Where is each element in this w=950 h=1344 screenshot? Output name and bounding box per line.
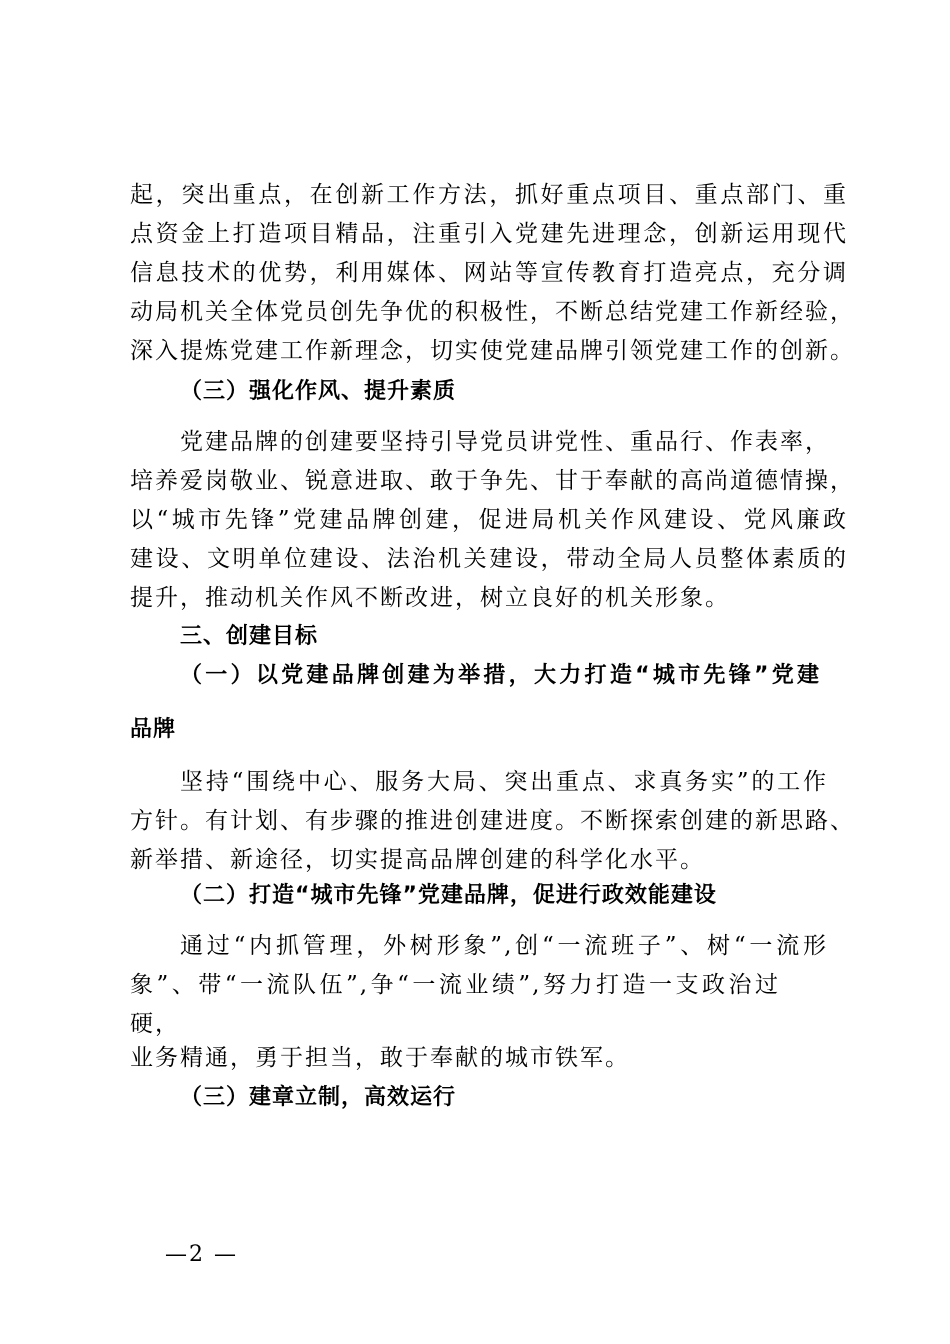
paragraph-line: 方针。有计划、有步骤的推进创建进度。不断探索创建的新思路、 — [130, 808, 855, 834]
paragraph-line: 培养爱岗敬业、锐意进取、敢于争先、甘于奉献的高尚道德情操， — [130, 468, 855, 494]
paragraph-line: 提升，推动机关作风不断改进，树立良好的机关形象。 — [130, 585, 730, 611]
paragraph-line: 新举措、新途径，切实提高品牌创建的科学化水平。 — [130, 847, 705, 873]
paragraph-line: 业务精通，勇于担当，敢于奉献的城市铁军。 — [130, 1045, 630, 1071]
page-number: —2 — — [165, 1242, 238, 1267]
paragraph-line: 党建品牌的创建要坚持引导党员讲党性、重品行、作表率， — [180, 429, 830, 455]
paragraph-line: 起，突出重点，在创新工作方法，抓好重点项目、重点部门、重 — [130, 182, 848, 208]
paragraph-line: 通过“内抓管理，外树形象”,创“一流班子”、树“一流形 — [180, 933, 828, 959]
subsection-heading: （一）以党建品牌创建为举措，大力打造“城市先锋”党建 — [180, 663, 820, 688]
paragraph-line: 动局机关全体党员创先争优的积极性，不断总结党建工作新经验， — [130, 299, 855, 325]
subsection-heading: （三）强化作风、提升素质 — [180, 379, 457, 404]
subsection-heading: （二）打造“城市先锋”党建品牌，促进行政效能建设 — [180, 883, 717, 908]
paragraph-line: 点资金上打造项目精品，注重引入党建先进理念，创新运用现代 — [130, 221, 848, 247]
paragraph-line: 硬， — [130, 1011, 180, 1037]
section-heading-text: 三、创建目标 — [180, 624, 319, 649]
section-heading — [180, 621, 318, 652]
paragraph-line: 信息技术的优势，利用媒体、网站等宣传教育打造亮点，充分调 — [130, 260, 848, 286]
subsection-heading: （三）建章立制，高效运行 — [180, 1085, 457, 1110]
paragraph-line: 象”、带“一流队伍”,争“一流业绩”,努力打造一支政治过 — [130, 972, 780, 998]
paragraph-line: 坚持“围绕中心、服务大局、突出重点、求真务实”的工作 — [180, 769, 828, 795]
paragraph-line: 以“城市先锋”党建品牌创建，促进局机关作风建设、党风廉政 — [130, 507, 848, 533]
paragraph-line: 深入提炼党建工作新理念，切实使党建品牌引领党建工作的创新。 — [130, 338, 855, 364]
paragraph-line: 建设、文明单位建设、法治机关建设，带动全局人员整体素质的 — [130, 546, 848, 572]
subsection-heading-continued: 品牌 — [130, 717, 177, 742]
